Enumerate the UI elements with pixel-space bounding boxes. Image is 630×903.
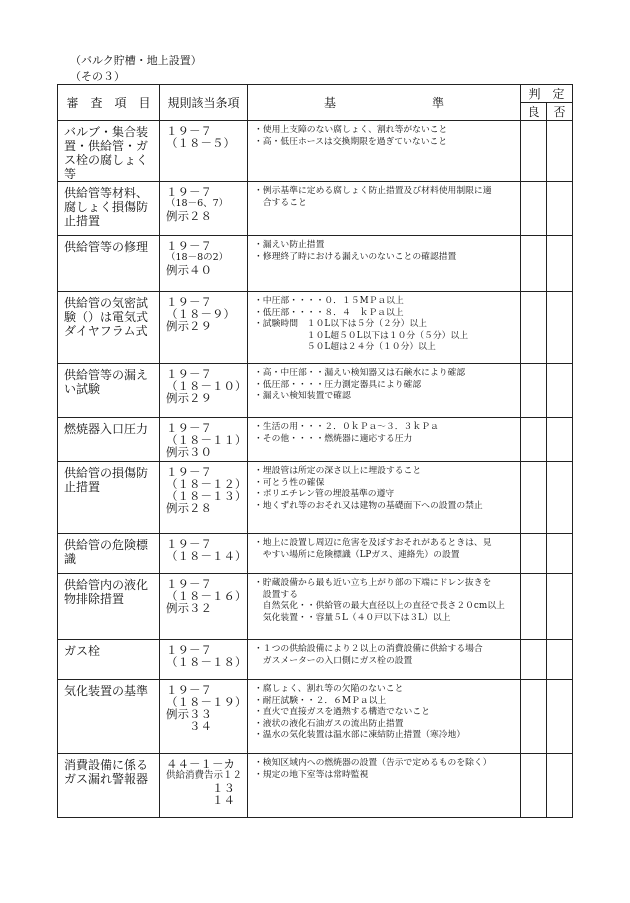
judgment-good-cell[interactable] (521, 680, 547, 754)
article-cell (160, 236, 248, 292)
criteria-line: ・可とう性の確保 (254, 477, 325, 488)
article-line: １９－７ (166, 185, 212, 199)
item-cell: 燃焼器入口圧力 (58, 418, 160, 462)
criteria-cell (248, 680, 521, 754)
article-line: １９－７ (166, 239, 212, 253)
criteria-line: 自然気化・・供給管の最大直径以上の直径で長さ２０cm以上 (254, 601, 505, 611)
criteria-line: ・高・低圧ホースは交換期限を過ぎていないこと (254, 136, 448, 147)
judgment-good-cell[interactable] (521, 534, 547, 574)
article-line: 例示３０ (166, 445, 212, 459)
criteria-line: ・温水の気化装置は温水部に凍結防止措置（寒冷地） (254, 730, 466, 740)
article-line: １９－７ (166, 295, 212, 309)
form-subtitle: （バルク貯槽・地上設置） (70, 54, 202, 67)
item-cell: 供給管等の修理 (58, 236, 160, 292)
criteria-cell (248, 364, 521, 418)
criteria-line: やすい場所に危険標識（LPガス、連絡先）の設置 (254, 549, 460, 560)
criteria-line: ・使用上支障のない腐しょく、割れ等がないこと (254, 125, 448, 135)
table-row (58, 364, 573, 418)
article-line: （18－8の2） (166, 252, 229, 263)
criteria-cell (248, 534, 521, 574)
criteria-line: ・修理終了時における漏えいのないことの確認措置 (254, 251, 457, 262)
article-cell (160, 534, 248, 574)
criteria-line: ・中圧部・・・・０．１５MＰａ以上 (254, 296, 404, 306)
table-row (58, 640, 573, 680)
article-line: （１８－１４） (166, 549, 247, 563)
criteria-line: 合すること (254, 197, 307, 208)
article-line: １９－７ (166, 537, 212, 551)
judgment-good-cell[interactable] (521, 418, 547, 462)
judgment-good-cell[interactable] (521, 182, 547, 236)
item-cell: 供給管の気密試験（）は電気式ダイヤフラム式 (58, 292, 160, 364)
criteria-line: １０L超５０L以下は１０分（５分）以上 (254, 330, 469, 341)
criteria-line: ・腐しょく、割れ等の欠陥のないこと (254, 684, 404, 694)
criteria-line: ・その他・・・・燃焼器に適応する圧力 (254, 433, 413, 444)
article-line: １９－７ (166, 465, 212, 479)
item-cell: 供給管の損傷防止措置 (58, 462, 160, 534)
form-part-label: （その３） (70, 70, 125, 83)
criteria-line: ・耐圧試験・・２．６MＰａ以上 (254, 695, 387, 706)
criteria-line: ・地上に設置し周辺に危害を及ぼすおそれがあるときは、見 (254, 538, 492, 548)
article-line: 例示２８ (166, 209, 212, 223)
criteria-cell (248, 462, 521, 534)
criteria-line: ・埋設管は所定の深さ以上に埋設すること (254, 466, 422, 476)
criteria-line: ・直火で直接ガスを過熱する構造でないこと (254, 707, 430, 717)
header-bad: 否 (547, 103, 573, 121)
inspection-table (57, 84, 573, 818)
judgment-bad-cell[interactable] (547, 182, 573, 236)
article-line: 例示３３ (166, 707, 212, 721)
table-row (58, 121, 573, 182)
item-cell: ガス栓 (58, 640, 160, 680)
judgment-good-cell[interactable] (521, 462, 547, 534)
article-line: （１８－１１） (166, 433, 247, 447)
item-cell: 供給管等の漏えい試験 (58, 364, 160, 418)
judgment-good-cell[interactable] (521, 640, 547, 680)
article-line: ４４－１－カ (166, 757, 235, 771)
header-item: 審 査 項 目 (58, 85, 160, 121)
article-line: （１８－５） (166, 136, 235, 150)
article-line: １９－７ (166, 124, 212, 138)
header-judgment: 判 定 (521, 85, 573, 103)
judgment-bad-cell[interactable] (547, 534, 573, 574)
criteria-line: ・１つの供給設備により２以上の消費設備に供給する場合 (254, 644, 483, 654)
judgment-good-cell[interactable] (521, 292, 547, 364)
table-row (58, 418, 573, 462)
item-cell: 消費設備に係るガス漏れ警報器 (58, 754, 160, 818)
criteria-line: ・規定の地下室等は常時監視 (254, 769, 369, 780)
article-cell (160, 680, 248, 754)
criteria-cell (248, 574, 521, 640)
header-good: 良 (521, 103, 547, 121)
table-row (58, 754, 573, 818)
article-cell (160, 364, 248, 418)
article-line: １９－７ (166, 421, 212, 435)
article-line: （１８－１６） (166, 589, 247, 603)
criteria-line: 設置する (254, 589, 298, 600)
judgment-bad-cell[interactable] (547, 418, 573, 462)
article-line: （１８－１３） (166, 489, 247, 503)
judgment-bad-cell[interactable] (547, 462, 573, 534)
table-row (58, 182, 573, 236)
article-cell (160, 418, 248, 462)
article-line: 例示３２ (166, 601, 212, 615)
criteria-cell (248, 754, 521, 818)
criteria-cell (248, 182, 521, 236)
criteria-line: ・漏えい防止措置 (254, 240, 325, 250)
article-cell (160, 574, 248, 640)
article-line: 例示２８ (166, 501, 212, 515)
judgment-bad-cell[interactable] (547, 640, 573, 680)
article-cell (160, 462, 248, 534)
item-cell: 供給管等材料、腐しょく損傷防止措置 (58, 182, 160, 236)
judgment-good-cell[interactable] (521, 121, 547, 182)
table-row (58, 574, 573, 640)
article-line: １９－７ (166, 367, 212, 381)
article-line: １９－７ (166, 643, 212, 657)
header-criteria: 基 準 (248, 85, 521, 121)
article-cell (160, 640, 248, 680)
criteria-line: ・検知区域内への燃焼器の設置（告示で定めるものを除く） (254, 758, 492, 768)
criteria-line: ・地くずれ等のおそれ又は建物の基礎面下への設置の禁止 (254, 500, 483, 511)
judgment-bad-cell[interactable] (547, 574, 573, 640)
article-cell (160, 292, 248, 364)
item-cell: 気化装置の基準 (58, 680, 160, 754)
criteria-line: ・貯蔵設備から最も近い立ち上がり部の下端にドレン抜きを (254, 578, 492, 588)
criteria-line: ・高・中圧部・・漏えい検知器又は石鹸水により確認 (254, 368, 466, 378)
article-line: （１８－１０） (166, 379, 247, 393)
judgment-bad-cell[interactable] (547, 680, 573, 754)
criteria-cell (248, 236, 521, 292)
article-line: １９－７ (166, 577, 212, 591)
article-line: 例示４０ (166, 263, 212, 277)
article-line: （１８－９） (166, 307, 235, 321)
judgment-bad-cell[interactable] (547, 754, 573, 818)
criteria-line: ・例示基準に定める腐しょく防止措置及び材料使用制限に適 (254, 186, 492, 196)
table-row (58, 292, 573, 364)
criteria-cell (248, 121, 521, 182)
judgment-good-cell[interactable] (521, 574, 547, 640)
criteria-line: ・低圧部・・・・圧力測定器具により確認 (254, 379, 422, 390)
article-line: １９－７ (166, 683, 212, 697)
judgment-good-cell[interactable] (521, 236, 547, 292)
article-line: （18－6、7） (166, 198, 229, 209)
judgment-good-cell[interactable] (521, 754, 547, 818)
header-article: 規則該当条項 (160, 85, 248, 121)
criteria-line: ・低圧部・・・・８．４ ｋＰａ以上 (254, 307, 404, 318)
item-cell: 供給管の危険標識 (58, 534, 160, 574)
table-row (58, 462, 573, 534)
table-row (58, 534, 573, 574)
judgment-bad-cell[interactable] (547, 121, 573, 182)
criteria-line: ガスメーターの入口側にガス栓の設置 (254, 655, 413, 666)
article-cell (160, 182, 248, 236)
criteria-line: ５０L超は２４分（１０分）以上 (254, 342, 436, 352)
article-cell (160, 121, 248, 182)
judgment-good-cell[interactable] (521, 364, 547, 418)
criteria-cell (248, 418, 521, 462)
article-line: 例示２９ (166, 391, 212, 405)
judgment-bad-cell[interactable] (547, 292, 573, 364)
article-line: １３ (166, 781, 235, 795)
article-line: （１８－１２） (166, 477, 247, 491)
criteria-cell (248, 640, 521, 680)
criteria-line: ・漏えい検知装置で確認 (254, 391, 351, 401)
criteria-line: ・液状の液化石油ガスの流出防止措置 (254, 718, 404, 729)
criteria-cell (248, 292, 521, 364)
item-cell: バルブ・集合装置・供給管・ガス栓の腐しょく等 (58, 121, 160, 182)
article-line: （１８－１８） (166, 655, 247, 669)
article-line: ３４ (166, 719, 212, 733)
item-cell: 供給管内の液化物排除措置 (58, 574, 160, 640)
judgment-bad-cell[interactable] (547, 236, 573, 292)
criteria-line: ・試験時間 １０L以下は５分（２分）以上 (254, 319, 427, 329)
criteria-line: ・ポリエチレン管の埋設基準の遵守 (254, 489, 395, 499)
article-cell (160, 754, 248, 818)
table-row (58, 680, 573, 754)
article-line: 例示２９ (166, 319, 212, 333)
table-row (58, 236, 573, 292)
article-line: （１８－１９） (166, 695, 247, 709)
article-line: 供給消費告示１２ (166, 770, 243, 781)
article-line: １４ (166, 793, 235, 807)
judgment-bad-cell[interactable] (547, 364, 573, 418)
criteria-line: ・生活の用・・・２．０ｋＰａ～３．３ｋＰａ (254, 422, 439, 432)
criteria-line: 気化装置・・容量５L（４０戸以下は３L）以上 (254, 612, 451, 623)
